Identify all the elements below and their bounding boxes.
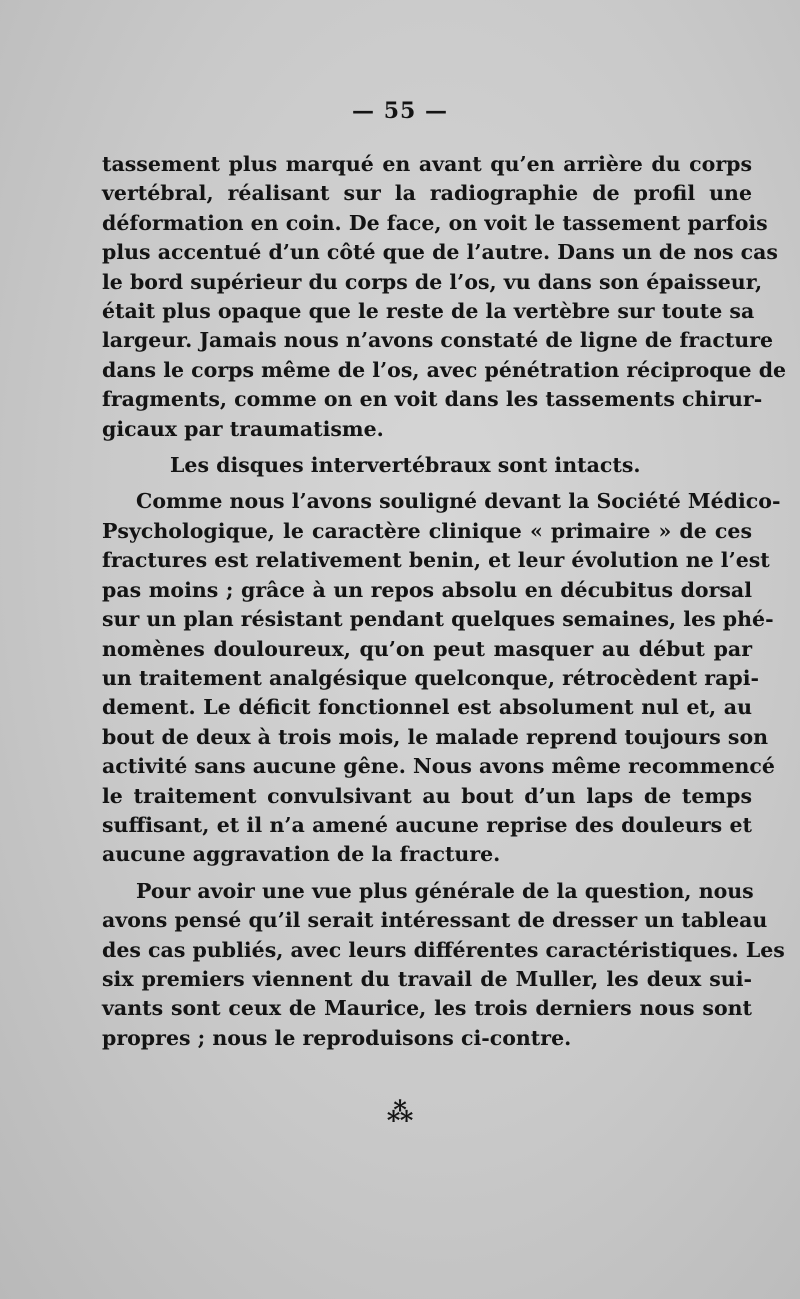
text-line: fragments, comme on en voit dans les tassements chirur- [102,387,763,412]
text-line: fractures est relativement benin, et leur évolution ne l’est [102,548,770,573]
text-line: gicaux par traumatisme. [102,416,384,441]
text-line: des cas publiés, avec leurs différentes caractéristiques. Les [102,937,785,962]
text-line: propres ; nous le reproduisons ci-contre. [102,1025,572,1050]
paragraph [102,150,787,444]
text-line: nomènes douloureux, qu’on peut masquer au début par [102,636,752,661]
text-line: Comme nous l’avons souligné devant la Société Médico- [136,489,781,514]
text-line: tassement plus marqué en avant qu’en arrière du corps [102,152,752,176]
body-text [102,150,787,1053]
text-line: sur un plan résistant pendant quelques semaines, les phé- [102,607,774,632]
text-line: vants sont ceux de Maurice, les trois derniers nous sont [102,996,752,1021]
page-number: — 55 — [352,98,448,124]
text-line: le bord supérieur du corps de l’os, vu dans son épaisseur, [102,269,763,294]
text-line: vertébral, réalisant sur la radiographie de profil une [102,181,752,206]
text-line: Pour avoir une vue plus générale de la question, nous [136,878,754,903]
text-line: dement. Le déficit fonctionnel est absolument nul et, au [102,695,752,720]
text-line: était plus opaque que le reste de la vertèbre sur toute sa [102,299,755,324]
paragraph [102,877,785,1053]
asterism-ornament: ⁂ [386,1098,414,1128]
text-line: dans le corps même de l’os, avec pénétration réciproque de [102,357,787,382]
text-line: six premiers viennent du travail de Muller, les deux sui- [102,966,752,991]
text-line: largeur. Jamais nous n’avons constaté de ligne de fracture [102,328,774,353]
text-line: plus accentué d’un côté que de l’autre. Dans un de nos cas [102,240,778,265]
text-line: pas moins ; grâce à un repos absolu en décubitus dorsal [102,577,752,602]
text-line: déformation en coin. De face, on voit le tassement parfois [102,210,768,235]
paragraph [102,451,752,480]
text-line: avons pensé qu’il serait intéressant de dresser un tableau [102,908,768,933]
text-line: bout de deux à trois mois, le malade reprend toujours son [102,724,769,749]
text-line: Psychologique, le caractère clinique « primaire » de ces [102,518,752,543]
text-line: activité sans aucune gêne. Nous avons même recommencé [102,754,775,779]
text-line: Les disques intervertébraux sont intacts. [170,453,641,478]
paragraph [102,487,781,869]
text-line: un traitement analgésique quelconque, rétrocèdent rapi- [102,665,760,690]
text-line: aucune aggravation de la fracture. [102,842,501,867]
text-line: suffisant, et il n’a amené aucune reprise des douleurs et [102,812,752,837]
text-line: le traitement convulsivant au bout d’un laps de temps [102,783,752,808]
